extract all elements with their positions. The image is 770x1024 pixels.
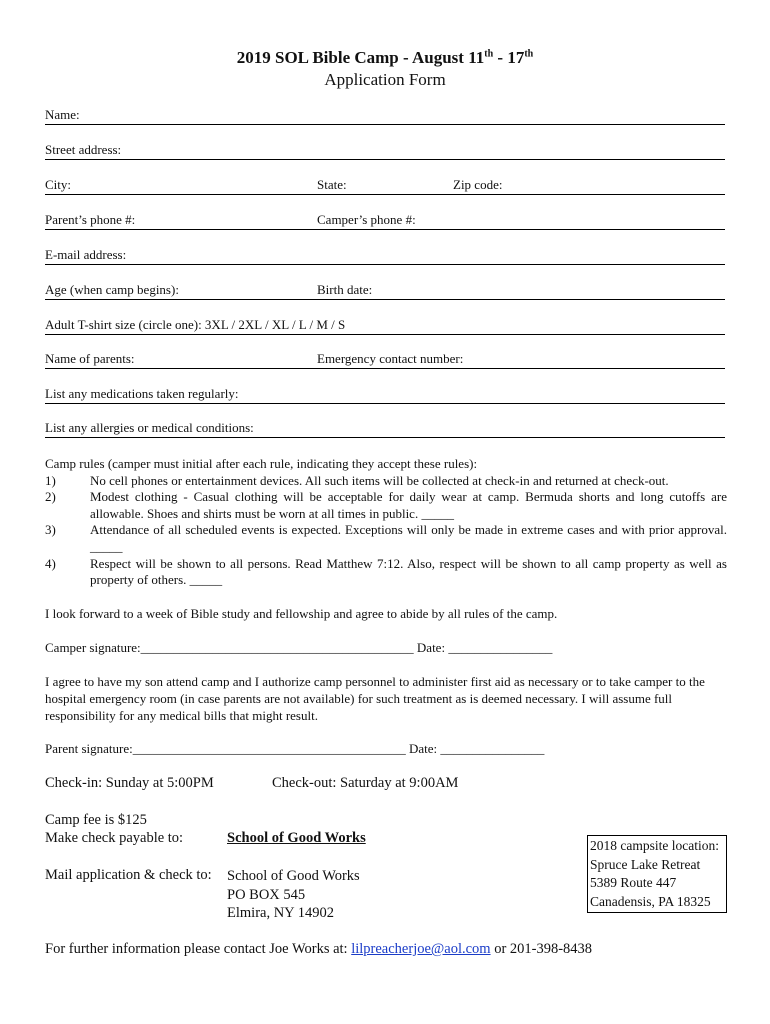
checkout-time: Check-out: Saturday at 9:00AM	[272, 775, 459, 791]
rule-text: Attendance of all scheduled events is expected. Exceptions will only be made in extreme cases and with prior approval. _____	[90, 522, 727, 554]
mail-address-line: PO BOX 545	[227, 886, 306, 903]
state-label: State:	[317, 177, 347, 192]
allergies-field[interactable]	[45, 417, 725, 438]
consent-text: I agree to have my son attend camp and I authorize camp personnel to administer first aid as necessary or to take camper to the hospital emergency room (in case parents are not available) for such treatment as is deemed necessary. I will assume full responsibility for any medical bills that might result.	[45, 674, 705, 723]
age-birth-field[interactable]	[45, 279, 725, 300]
phone-field[interactable]	[45, 209, 725, 230]
emergency-contact-label: Emergency contact number:	[317, 351, 464, 366]
mail-address-line: School of Good Works	[227, 868, 360, 884]
camper-phone-label: Camper’s phone #:	[317, 212, 416, 227]
street-address-label: Street address:	[45, 142, 122, 157]
rule-number: 3)	[45, 522, 56, 538]
camp-rules-intro: Camp rules (camper must initial after each rule, indicating they accept these rules):	[45, 456, 478, 471]
rule-text: Respect will be shown to all persons. Read Matthew 7:12. Also, respect will be shown to all camp property as well as property of others. _____	[90, 555, 727, 588]
payable-label: Make check payable to:	[45, 830, 184, 846]
rule-item	[45, 522, 727, 555]
medications-field[interactable]	[45, 383, 725, 404]
parent-phone-label: Parent’s phone #:	[45, 212, 136, 227]
campsite-line: Spruce Lake Retreat	[590, 856, 701, 872]
contact-email-link[interactable]: lilpreacherjoe@aol.com	[351, 941, 491, 957]
age-label: Age (when camp begins):	[45, 282, 179, 297]
rule-number: 2)	[45, 489, 56, 505]
mail-address	[227, 867, 360, 923]
city-label: City:	[45, 177, 72, 192]
camper-signature-line[interactable]: Camper signature:__________________________________________ Date: ________________	[45, 640, 553, 655]
name-label: Name:	[45, 107, 80, 122]
rule-number: 1)	[45, 472, 56, 488]
name-field[interactable]	[45, 104, 725, 125]
city-state-zip-field[interactable]	[45, 174, 725, 195]
campsite-line: 2018 campsite location:	[590, 838, 719, 853]
mail-label: Mail application & check to:	[45, 867, 212, 883]
mail-address-line: Elmira, NY 14902	[227, 905, 334, 921]
payable-to: School of Good Works	[227, 830, 366, 846]
checkin-time: Check-in: Sunday at 5:00PM	[45, 775, 214, 791]
rule-item	[45, 489, 727, 522]
birth-date-label: Birth date:	[317, 282, 373, 297]
email-label: E-mail address:	[45, 247, 127, 262]
contact-line	[45, 941, 592, 958]
medications-label: List any medications taken regularly:	[45, 386, 239, 401]
form-subtitle: Application Form	[324, 70, 446, 89]
rule-number: 4)	[45, 555, 56, 571]
rule-item	[45, 556, 727, 589]
tshirt-size-label: Adult T-shirt size (circle one): 3XL / 2XL / XL / L / M / S	[45, 317, 346, 332]
parent-signature-line[interactable]: Parent signature:__________________________________________ Date: ________________	[45, 741, 545, 756]
email-field[interactable]	[45, 244, 725, 265]
street-address-field[interactable]	[45, 139, 725, 160]
rule-text: Modest clothing - Casual clothing will be acceptable for daily wear at camp. Bermuda shorts and long cutoffs are allowable. Shoes and shirts must be worn at all times in public. _____	[90, 489, 727, 521]
camp-rules	[45, 456, 727, 589]
allergies-label: List any allergies or medical conditions:	[45, 420, 254, 435]
contact-suffix: or 201-398-8438	[490, 941, 593, 957]
parents-name-label: Name of parents:	[45, 351, 135, 366]
zip-label: Zip code:	[453, 177, 503, 192]
campsite-box	[587, 835, 727, 913]
parents-emergency-field[interactable]	[45, 348, 725, 369]
agreement-text: I look forward to a week of Bible study and fellowship and agree to abide by all rules of the camp.	[45, 606, 558, 621]
form-title: 2019 SOL Bible Camp - August 11th - 17th	[236, 48, 534, 67]
campsite-line: 5389 Route 447	[590, 875, 677, 890]
campsite-line: Canadensis, PA 18325	[590, 893, 711, 909]
contact-prefix: For further information please contact Joe Works at:	[45, 941, 352, 957]
rule-text: No cell phones or entertainment devices. All such items will be collected at check-in and returned at check-out.	[90, 472, 669, 488]
tshirt-size-field[interactable]	[45, 314, 725, 335]
rule-item	[45, 473, 727, 490]
camp-fee: Camp fee is $125	[45, 812, 147, 828]
